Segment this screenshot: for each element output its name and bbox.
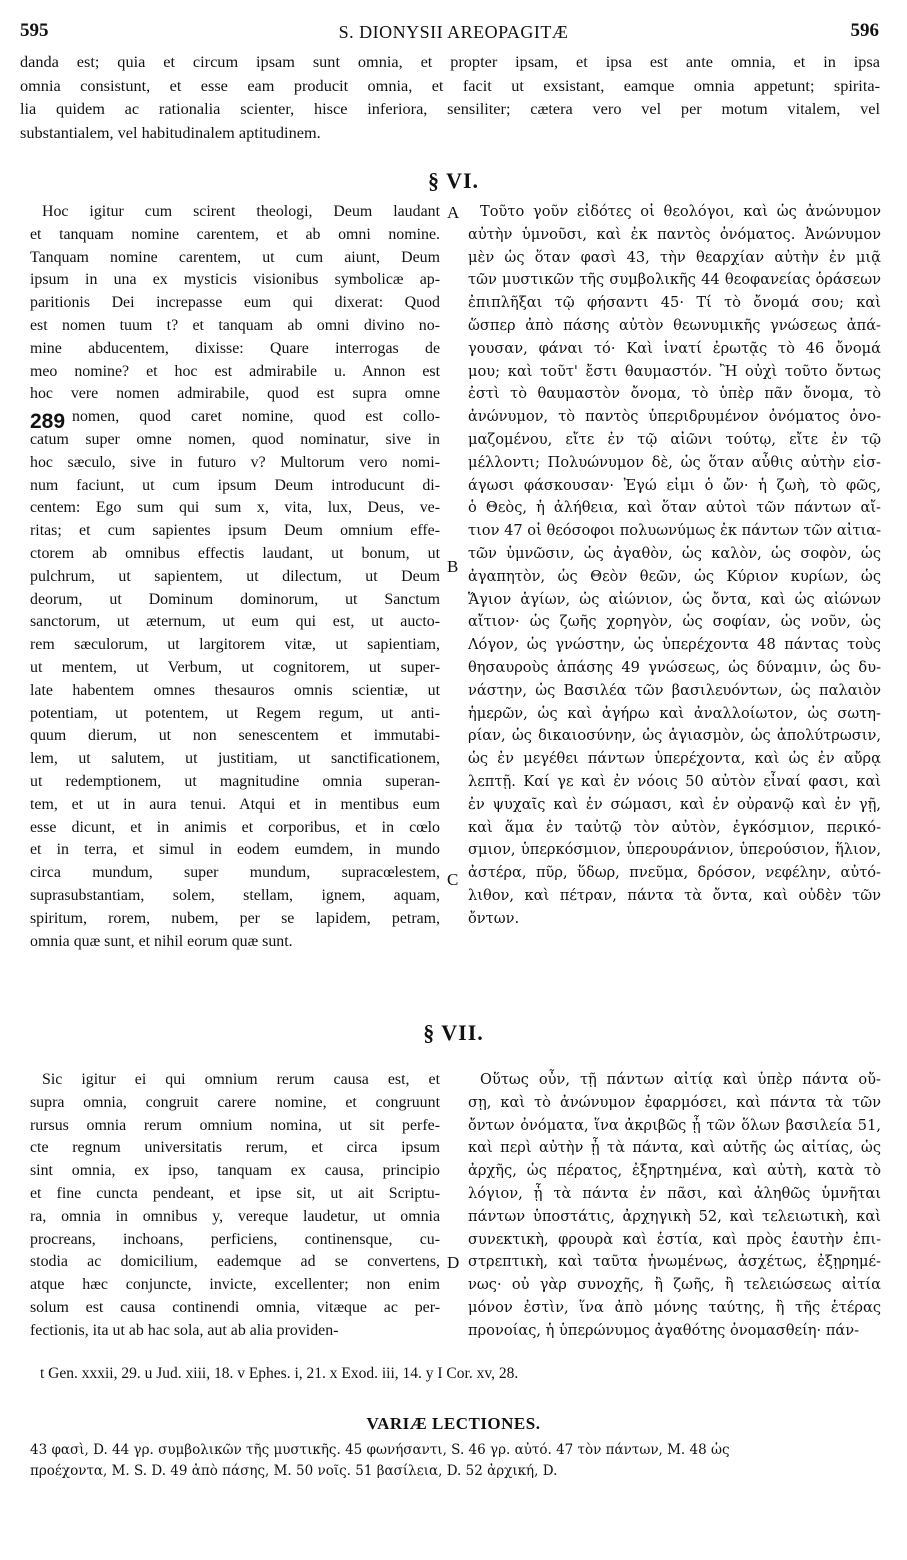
latin-line: paritionis Dei increpasse eum qui dixerat: Quod: [30, 294, 440, 312]
latin-line: Tanquam nomine carentem, ut cum aiunt, Deum: [30, 248, 440, 266]
latin-line: hoc vere nomen admirabile, quod est supra omne: [30, 385, 440, 403]
column-number: 289: [30, 410, 66, 433]
greek-line: τῶν μυστικῶν τῆς συμβολικῆς 44 θεοφανείας ὁράσεων: [468, 271, 881, 289]
latin-line: nomen, quod caret nomine, quod est collo-: [72, 408, 440, 426]
greek-line: λεπτῇ. Καί γε καὶ ἐν νόοις 50 αὐτὸν εἶναί φασι, καὶ: [468, 772, 881, 790]
greek-line: Τοῦτο γοῦν εἰδότες οἱ θεολόγοι, καὶ ὡς ἀνώνυμον: [480, 203, 881, 220]
greek-line: νάστην, ὡς Βασιλέα τῶν βασιλευόντων, ὡς παλαιὸν: [468, 681, 881, 699]
margin-letter-a: A: [447, 203, 460, 222]
section-heading-vii: § VII.: [423, 1020, 484, 1045]
latin-line: centem: Ego sum qui sum x, vita, lux, Deus, ve-: [30, 499, 440, 517]
margin-letter-c: C: [447, 870, 459, 889]
greek-line: Ἅγιον ἁγίων, ὡς αἰώνιον, ὡς ὄντα, καὶ ὡς αἰώνων: [468, 590, 881, 608]
latin-line: mine abducentem, dixisse: Quare interrogas de: [30, 339, 440, 357]
greek-line: συνεκτικὴ, φρουρὰ καὶ ἑστία, καὶ πρὸς ἑαυτὴν ἐπι-: [468, 1230, 881, 1248]
greek-column-section-vii: [468, 1069, 881, 1343]
latin-line: Hoc igitur cum scirent theologi, Deum laudant: [42, 203, 440, 220]
intro-line: omnia consistunt, et esse eam producit omnia, et facit ut exsistant, eamque omnia appetunt; spirita-: [20, 75, 880, 95]
greek-line: ἀρχῆς, ὡς πέρατος, ἐξηρτημένα, καὶ αὐτὴ, κατὰ τὸ: [468, 1162, 881, 1180]
greek-line: νως· οὐ γὰρ συνοχῆς, ἢ ζωῆς, ἢ τελειώσεως αἰτία: [468, 1276, 881, 1294]
greek-line: άγωσι φάσκουσαν· Ἐγώ εἰμι ὁ ὤν· ἡ ζωὴ, τὸ φῶς,: [468, 476, 881, 494]
latin-column-section-vi: [30, 201, 440, 953]
greek-line: ὥσπερ ἀπὸ πάσης αὐτὸν θεωνυμικῆς γνώσεως ἀπά-: [468, 316, 881, 334]
latin-line: omnia quæ sunt, et nihil eorum quæ sunt.: [30, 932, 293, 950]
greek-line: ἐπιπλῆξαι τῷ φήσαντι 45· Τί τὸ ὄνομά σου; καὶ: [468, 294, 881, 312]
intro-line: substantialem, vel habitudinalem aptitudinem.: [20, 122, 321, 142]
latin-line: circa mundum, super mundum, supracœlestem,: [30, 864, 440, 882]
latin-line: et in terra, et simul in eodem eumdem, in mundo: [30, 841, 440, 859]
greek-line: μόνον ἐστὶν, ἵνα ἀπὸ μόνης ταύτης, ἢ τῆς ἑτέρας: [468, 1298, 881, 1316]
greek-line: αἴτιον· ὡς ζωῆς χορηγὸν, ὡς σοφίαν, ὡς νοῦν, ὡς: [468, 613, 881, 631]
variae-line: προέχοντα, M. S. D. 49 ἀπὸ πάσης, M. 50 νοῖς. 51 βασίλεια, D. 52 ἀρχική, D.: [30, 1463, 558, 1479]
latin-line: hoc sæculo, sive in futuro v? Multorum vero nomi-: [30, 453, 440, 471]
latin-line: sint omnia, ex ipso, tanquam ex causa, principio: [30, 1162, 440, 1180]
greek-line: γουσαν, φάναι τό· Καὶ ἱνατί ἐρωτᾷς τὸ 46 ὄνομά: [468, 339, 881, 357]
latin-line: esse dicunt, et in animis et corporibus, et in cœlo: [30, 818, 440, 836]
greek-line: ἐν ψυχαῖς καὶ ἐν σώμασι, καὶ ἐν οὐρανῷ καὶ ἐν γῇ,: [468, 795, 881, 813]
greek-line: Οὕτως οὖν, τῇ πάντων αἰτίᾳ καὶ ὑπὲρ πάντα οὔ-: [480, 1071, 881, 1088]
latin-line: Sic igitur ei qui omnium rerum causa est, et: [42, 1071, 440, 1088]
latin-line: fectionis, ita ut ab hac sola, aut ab alia providen-: [30, 1321, 339, 1339]
latin-line: tem, et ut in aura tenui. Atqui et in mentibus eum: [30, 795, 440, 813]
latin-line: potentiam, ut potentem, ut Regem regum, ut anti-: [30, 704, 440, 722]
greek-line: Λόγον, ὡς γνώστην, ὡς ὑπερέχοντα 48 πάντας τοὺς: [468, 636, 881, 654]
greek-line: πάντων ὑποστάτις, ἀρχηγικὴ 52, καὶ τελειωτικὴ, καὶ: [468, 1207, 881, 1225]
latin-line: solum est causa continendi omnia, vitæque ac per-: [30, 1298, 440, 1316]
latin-line: meo nomine? et hoc est admirabile u. Annon est: [30, 362, 440, 380]
margin-letter-b: B: [447, 557, 459, 576]
latin-line: late habentem omnes thesauros omnis scientiæ, ut: [30, 681, 440, 699]
latin-line: ritas; et cum sapientes ipsum Deum omnium effe-: [30, 522, 440, 540]
latin-line: sanctorum, ut æternum, ut eum qui est, ut aucto-: [30, 613, 440, 631]
latin-line: ra, omnia in omnibus y, vereque laudetur, ut omnia: [30, 1207, 440, 1225]
greek-line: σῃ, καὶ τὸ ἀνώνυμον ἐφαρμόσει, καὶ πάντα τὰ τῶν: [468, 1093, 881, 1111]
page-number-right: 596: [850, 20, 879, 41]
greek-line: ρίαν, ὡς δικαιοσύνην, ὡς ἁγιασμὸν, ὡς ἀπολύτρωσιν,: [468, 727, 881, 745]
greek-line: ἐστὶ τὸ θαυμαστὸν ὄνομα, τὸ ὑπὲρ πᾶν ὄνομα, τὸ: [468, 385, 881, 403]
latin-line: atque hæc conjuncte, invicte, excellenter; non enim: [30, 1276, 440, 1294]
greek-line: μὲν ὡς ὅταν φασὶ 43, τὴν θεαρχίαν αὐτὴν ἐν μιᾷ: [468, 248, 881, 266]
greek-line: προνοίας, ἡ ὑπερώνυμος ἀγαθότης ὀνομασθείη· πάν-: [468, 1321, 860, 1339]
latin-line: lem, ut salutem, ut justitiam, ut sanctificationem,: [30, 750, 440, 768]
latin-line: deorum, ut Dominum dominorum, ut Sanctum: [30, 590, 440, 608]
margin-letter-d: D: [447, 1253, 460, 1272]
greek-line: τῶν ὑμνῶσιν, ὡς ἀγαθὸν, ὡς καλὸν, ὡς σοφὸν, ὡς: [468, 544, 881, 562]
latin-column-section-vii: [30, 1069, 440, 1343]
greek-line: μου; καὶ τοῦτ' ἔστι θαυμαστόν. Ἢ οὐχὶ τοῦτο ὄντως: [468, 362, 881, 380]
intro-paragraph: [20, 50, 880, 144]
greek-line: μέλλοντι; Πολυώνυμον δὲ, ὡς ὅταν αὖθις αὐτὴν εἰσ-: [468, 453, 881, 471]
greek-line: καὶ ἅμα ἐν ταὐτῷ τὸν αὐτὸν, ἐγκόσμιον, περικό-: [468, 818, 881, 836]
latin-line: est nomen tuum t? et tanquam ab omni divino no-: [30, 316, 440, 334]
latin-line: quum dierum, ut non senescentem et immutabi-: [30, 727, 440, 745]
latin-line: et tanquam nomine carentem, et ab omni nomine.: [30, 225, 440, 243]
intro-line: danda est; quia et circum ipsam sunt omnia, et propter ipsam, et ipsa est ante omnia, et in ipsa: [20, 52, 880, 71]
latin-line: ut mentem, ut Verbum, ut cognitorem, ut super-: [30, 658, 440, 676]
variae-line: 43 φασὶ, D. 44 γρ. συμβολικῶν τῆς μυστικῆς. 45 φωνήσαντι, S. 46 γρ. αὐτό. 47 τὸν πάντων, M. 48 ὡς: [30, 1442, 730, 1458]
latin-line: supra omnia, congruit carere nomine, et congruunt: [30, 1093, 440, 1111]
latin-line: ut redemptionem, ut magnitudine omnia superan-: [30, 772, 440, 790]
latin-line: procreans, inchoans, perficiens, continensque, cu-: [30, 1230, 440, 1248]
footnotes: t Gen. xxxii, 29. u Jud. xiii, 18. v Ephes. i, 21. x Exod. iii, 14. y I Cor. xv, 28.: [40, 1365, 519, 1382]
latin-line: catum super omne nomen, quod nominatur, sive in: [30, 430, 440, 448]
greek-line: καὶ περὶ αὐτὴν ᾖ τὰ πάντα, καὶ αὐτῆς ὡς αἰτίας, ὡς: [468, 1139, 881, 1157]
greek-line: ὡς ἐν μεγέθει πάντων ὑπερέχοντα, καὶ ὡς ἐν αὔρᾳ: [468, 750, 881, 768]
greek-line: στρεπτικὴ, καὶ ταῦτα ἡνωμένως, ἀσχέτως, ἐξῃρημέ-: [468, 1253, 881, 1271]
greek-line: ὁ Θεὸς, ἡ ἀλήθεια, καὶ ὅταν αὐτοὶ τῶν πάντων αἴ-: [468, 499, 881, 517]
latin-line: stodia ac domicilium, eademque ad se convertens,: [30, 1253, 440, 1271]
greek-line: τιον 47 οἱ θεόσοφοι πολυωνύμως ἐκ πάντων τῶν αἰτια-: [468, 522, 882, 540]
greek-line: ὄντων.: [468, 909, 520, 927]
latin-line: pulchrum, ut sapientem, ut dilectum, ut Deum: [30, 567, 440, 585]
greek-line: λόγιον, ᾖ τὰ πάντα ἐν πᾶσι, καὶ ἀληθῶς ὑμνῆται: [468, 1184, 881, 1202]
greek-line: λιθον, καὶ πέτραν, πάντα τὰ ὄντα, καὶ οὐδὲν τῶν: [468, 886, 881, 904]
greek-line: μαζομένου, εἴτε ἐν τῷ αἰῶνι τούτῳ, εἴτε ἐν τῷ: [468, 430, 881, 448]
running-title: S. DIONYSII AREOPAGITÆ: [338, 22, 569, 42]
latin-line: suprasubstantiam, solem, stellam, ignem, aquam,: [30, 886, 440, 904]
greek-line: θησαυροὺς ἁπάσης 49 γνώσεως, ὡς δύναμιν, ὡς δυ-: [468, 658, 881, 676]
variae-lectiones: [30, 1440, 885, 1482]
page-number-left: 595: [20, 20, 49, 41]
greek-line: ὄντων ὀνόματα, ἵνα ἀκριβῶς ᾖ τῶν ὅλων βασιλεία 51,: [468, 1116, 881, 1134]
latin-line: rursus omnia rerum omnium nomina, ut sit perfe-: [30, 1116, 440, 1134]
greek-line: αὐτὴν ὑμνοῦσι, καὶ ἐκ παντὸς ὀνόματος. Ἀνώνυμον: [468, 225, 881, 243]
greek-line: ἀγαπητὸν, ὡς Θεὸν θεῶν, ὡς Κύριον κυρίων, ὡς: [468, 567, 881, 585]
latin-line: num faciunt, ut cum ipsum Deum introducunt di-: [30, 476, 440, 494]
intro-line: lia quidem ac rationalia scienter, hisce inferiora, sensiliter; cætera vero vel per motum vitalem, vel: [20, 99, 880, 118]
greek-column-section-vi: [468, 201, 881, 931]
section-heading-vi: § VI.: [427, 168, 480, 193]
greek-line: ἡμερῶν, ὡς καὶ ἀγήρω καὶ ἀναλλοίωτον, ὡς σωτη-: [468, 704, 881, 722]
greek-line: ἀστέρα, πῦρ, ὕδωρ, πνεῦμα, δρόσον, νεφέλην, αὐτό-: [468, 864, 881, 882]
greek-line: ἀνώνυμον, τὸ παντὸς ὑπεριδρυμένον ὀνόματος ὀνο-: [468, 408, 881, 426]
latin-line: ctorem ab omnibus effectis laudant, ut bonum, ut: [30, 544, 440, 562]
latin-line: et fine cuncta pendeant, et ipse sit, ut ait Scriptu-: [30, 1184, 440, 1202]
greek-line: σμιον, ὑπερκόσμιον, ὑπερουράνιον, ὑπερούσιον, ἥλιον,: [468, 841, 881, 859]
latin-line: rem sæculorum, ut largitorem vitæ, ut sapientiam,: [30, 636, 440, 654]
latin-line: spiritum, rorem, nubem, per se lapidem, petram,: [30, 909, 440, 927]
variae-lectiones-title: VARIÆ LECTIONES.: [366, 1414, 541, 1433]
latin-line: ipsum in una ex mysticis visionibus symbolicæ ap-: [30, 271, 440, 289]
latin-line: cte regnum universitatis rerum, et circa ipsum: [30, 1139, 440, 1157]
